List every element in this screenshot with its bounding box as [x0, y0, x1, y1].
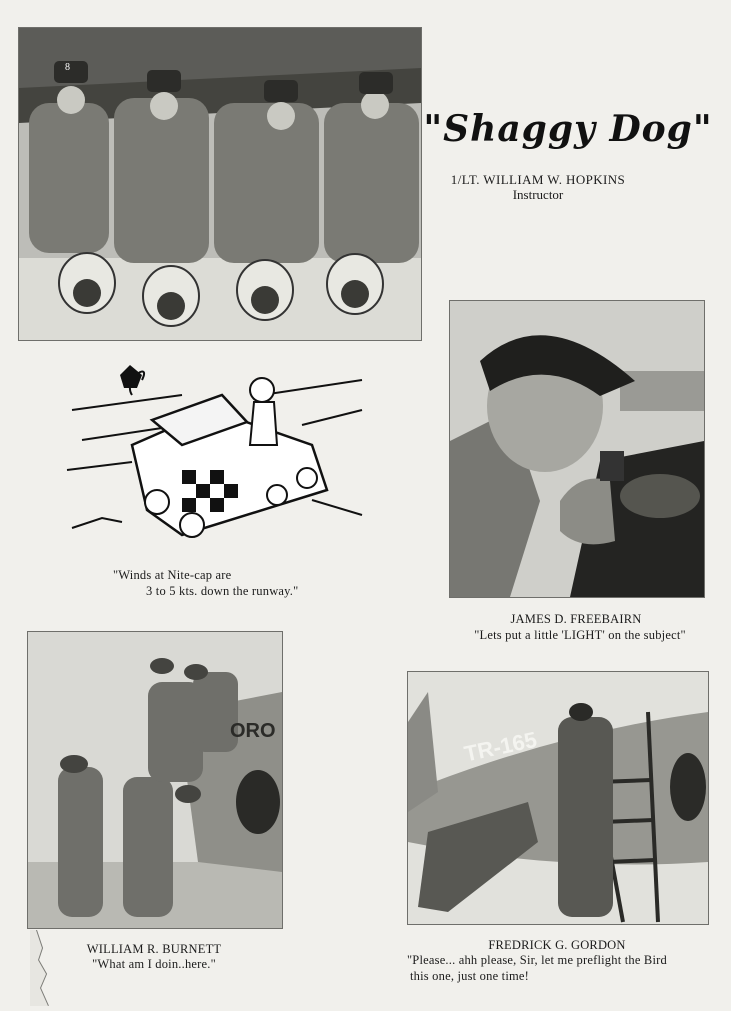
- cartoon-illustration: [62, 350, 372, 560]
- gordon-quote-line2: this one, just one time!: [410, 969, 530, 983]
- cartoon-caption-line1: "Winds at Nite-cap are: [113, 568, 232, 582]
- gordon-photo: [407, 671, 709, 925]
- torn-page-edge: [30, 930, 58, 1006]
- burnett-name: WILLIAM R. BURNETT: [86, 942, 222, 956]
- freebairn-quote: "Lets put a little 'LIGHT' on the subject": [474, 628, 686, 642]
- freebairn-name: JAMES D. FREEBAIRN: [510, 612, 642, 626]
- gordon-aircraft-marking: TR-165: [462, 726, 539, 767]
- instructor-role: Instructor: [512, 187, 564, 202]
- cartoon-caption-line2: 3 to 5 kts. down the runway.": [146, 584, 299, 598]
- burnett-aircraft-marking: ORO: [230, 720, 276, 742]
- page-title: "Shaggy Dog": [423, 108, 713, 150]
- burnett-photo: [27, 631, 283, 929]
- freebairn-photo: [449, 300, 705, 598]
- gordon-quote-line1: "Please... ahh please, Sir, let me preflight the Bird: [407, 953, 667, 967]
- group-photo: [18, 27, 422, 341]
- gordon-name: FREDRICK G. GORDON: [488, 938, 626, 952]
- helmet-badge: 8: [65, 62, 70, 73]
- instructor-name: 1/LT. WILLIAM W. HOPKINS: [450, 172, 626, 187]
- burnett-quote: "What am I doin..here.": [92, 957, 216, 971]
